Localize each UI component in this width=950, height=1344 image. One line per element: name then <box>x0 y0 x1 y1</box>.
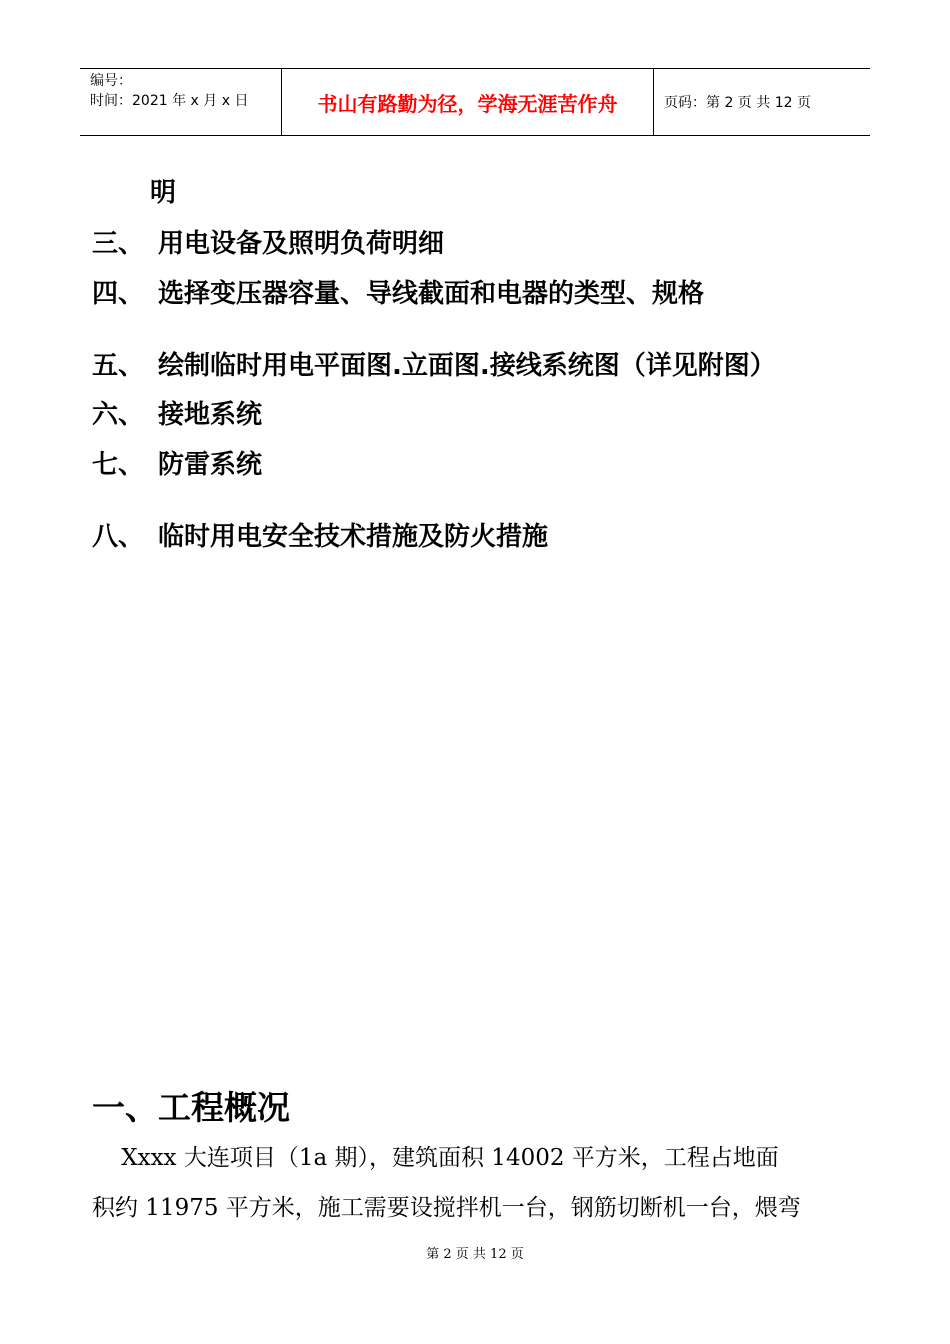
toc-item-text: 临时用电安全技术措施及防火措施 <box>158 522 549 552</box>
toc-item-number: 七、 <box>92 450 145 480</box>
header-page-info: 页码：第 2 页 共 12 页 <box>664 95 811 111</box>
toc-item <box>92 520 548 554</box>
toc-item-number: 五、 <box>92 351 145 381</box>
toc-item <box>92 448 262 482</box>
toc-item <box>92 227 444 261</box>
toc-item-number: 八、 <box>92 522 145 552</box>
toc-item-text: 用电设备及照明负荷明细 <box>158 229 445 259</box>
toc-item-number: 六、 <box>92 400 145 430</box>
toc-item-text: 绘制临时用电平面图.立面图.接线系统图（详见附图） <box>158 351 776 381</box>
toc-item-text: 防雷系统 <box>158 450 263 480</box>
toc-item-number: 三、 <box>92 229 145 259</box>
toc-continuation: 明 <box>150 178 177 208</box>
body-paragraph-line: Xxxx 大连项目（1a 期），建筑面积 14002 平方米，工程占地面 <box>92 1145 779 1171</box>
page-header <box>80 68 870 136</box>
document-time-label: 时间：2021 年 x 月 x 日 <box>90 93 249 109</box>
toc-item-text: 选择变压器容量、导线截面和电器的类型、规格 <box>158 279 705 309</box>
toc-item-text: 接地系统 <box>158 400 263 430</box>
toc-item <box>92 277 704 311</box>
header-meta <box>80 69 282 135</box>
document-number-label: 编号： <box>90 73 132 89</box>
toc-item <box>92 398 262 432</box>
page-footer: 第 2 页 共 12 页 <box>426 1247 524 1262</box>
header-motto: 书山有路勤为径，学海无涯苦作舟 <box>282 69 654 135</box>
toc-item <box>92 349 776 383</box>
body-paragraph-line: 积约 11975 平方米，施工需要设搅拌机一台，钢筋切断机一台，煨弯 <box>92 1195 801 1221</box>
section-title: 一、工程概况 <box>92 1088 290 1127</box>
toc-item-number: 四、 <box>92 279 145 309</box>
